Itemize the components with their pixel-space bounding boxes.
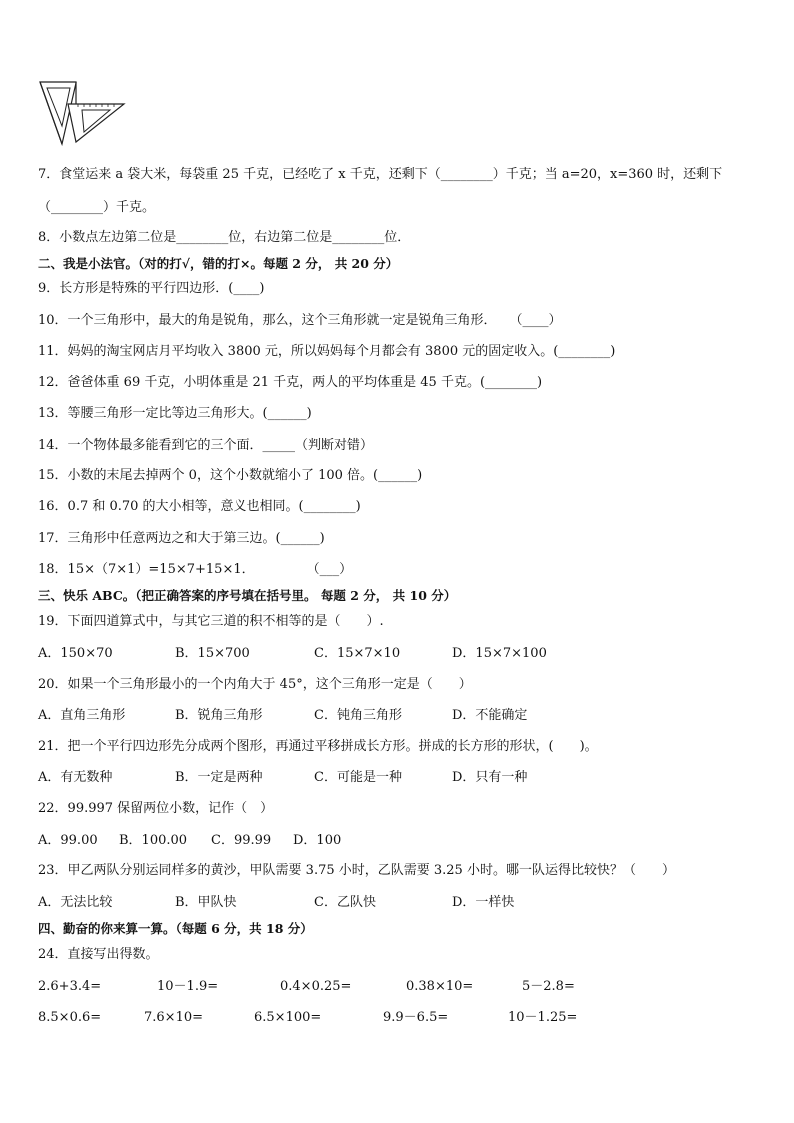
question-19-stem: 19．下面四道算式中，与其它三道的积不相等的是（ ）.	[38, 614, 384, 629]
q21-option-d: D．只有一种	[452, 770, 528, 785]
q22-option-c: C．99.99	[211, 833, 272, 848]
calc-item: 10－1.9=	[157, 979, 219, 994]
question-10: 10．一个三角形中，最大的角是锐角，那么，这个三角形就一定是锐角三角形． （____）	[38, 313, 562, 328]
q19-option-c: C．15×7×10	[314, 646, 401, 661]
question-7-line2: （________）千克。	[38, 200, 156, 215]
question-12: 12．爸爸体重 69 千克，小明体重是 21 千克，两人的平均体重是 45 千克。(________)	[38, 375, 543, 390]
calc-item: 8.5×0.6=	[38, 1010, 102, 1025]
section-2-heading: 二、我是小法官。（对的打√，错的打×。每题 2 分， 共 20 分）	[38, 256, 399, 271]
question-22-stem: 22．99.997 保留两位小数，记作（ ）	[38, 801, 274, 816]
q22-option-d: D．100	[293, 833, 342, 848]
calc-item: 2.6+3.4=	[38, 979, 102, 994]
q21-option-b: B．一定是两种	[175, 770, 263, 785]
q22-option-a: A．99.00	[38, 833, 98, 848]
q23-option-c: C．乙队快	[314, 895, 376, 910]
question-21-stem: 21．把一个平行四边形先分成两个图形，再通过平移拼成长方形。拼成的长方形的形状，( )。	[38, 739, 598, 754]
calc-item: 5－2.8=	[522, 979, 575, 994]
question-13: 13．等腰三角形一定比等边三角形大。(______)	[38, 406, 312, 421]
q19-option-a: A．150×70	[38, 646, 113, 661]
question-7-line1: 7．食堂运来 a 袋大米，每袋重 25 千克，已经吃了 x 千克，还剩下（________）千克；当 a=20，x=360 时，还剩下	[38, 167, 723, 182]
q19-option-b: B．15×700	[175, 646, 250, 661]
question-18: 18．15×（7×1）=15×7+15×1． （___）	[38, 562, 353, 577]
calc-item: 6.5×100=	[254, 1010, 322, 1025]
question-20-stem: 20．如果一个三角形最小的一个内角大于 45°，这个三角形一定是（ ）	[38, 677, 472, 692]
question-11: 11．妈妈的淘宝网店月平均收入 3800 元，所以妈妈每个月都会有 3800 元的固定收入。(________)	[38, 344, 616, 359]
question-23-stem: 23．甲乙两队分别运同样多的黄沙，甲队需要 3.75 小时，乙队需要 3.25 小时。哪一队运得比较快？（ ）	[38, 863, 675, 878]
question-16: 16．0.7 和 0.70 的大小相等，意义也相同。(________)	[38, 499, 361, 514]
question-14: 14．一个物体最多能看到它的三个面．_____（判断对错）	[38, 438, 374, 453]
question-8: 8．小数点左边第二位是________位，右边第二位是________位．	[38, 230, 411, 245]
q22-option-b: B．100.00	[119, 833, 188, 848]
q20-option-c: C．钝角三角形	[314, 708, 402, 723]
section-4-heading: 四、勤奋的你来算一算。（每题 6 分，共 18 分）	[38, 921, 313, 936]
question-9: 9．长方形是特殊的平行四边形．(____)	[38, 281, 265, 296]
q21-option-a: A．有无数种	[38, 770, 113, 785]
question-24-stem: 24．直接写出得数。	[38, 947, 159, 962]
q20-option-a: A．直角三角形	[38, 708, 126, 723]
q20-option-b: B．锐角三角形	[175, 708, 263, 723]
calc-item: 0.38×10=	[406, 979, 474, 994]
q20-option-d: D．不能确定	[452, 708, 528, 723]
set-square-triangle-ruler	[38, 80, 128, 146]
section-3-heading: 三、快乐 ABC。（把正确答案的序号填在括号里。 每题 2 分， 共 10 分）	[38, 588, 457, 603]
q23-option-b: B．甲队快	[175, 895, 237, 910]
calc-item: 10－1.25=	[508, 1010, 578, 1025]
question-17: 17．三角形中任意两边之和大于第三边。(______)	[38, 531, 325, 546]
q21-option-c: C．可能是一种	[314, 770, 402, 785]
q23-option-d: D．一样快	[452, 895, 515, 910]
q23-option-a: A．无法比较	[38, 895, 113, 910]
q19-option-d: D．15×7×100	[452, 646, 547, 661]
question-15: 15．小数的末尾去掉两个 0，这个小数就缩小了 100 倍。(______)	[38, 468, 423, 483]
calc-item: 7.6×10=	[144, 1010, 204, 1025]
calc-item: 0.4×0.25=	[280, 979, 352, 994]
calc-item: 9.9－6.5=	[383, 1010, 449, 1025]
